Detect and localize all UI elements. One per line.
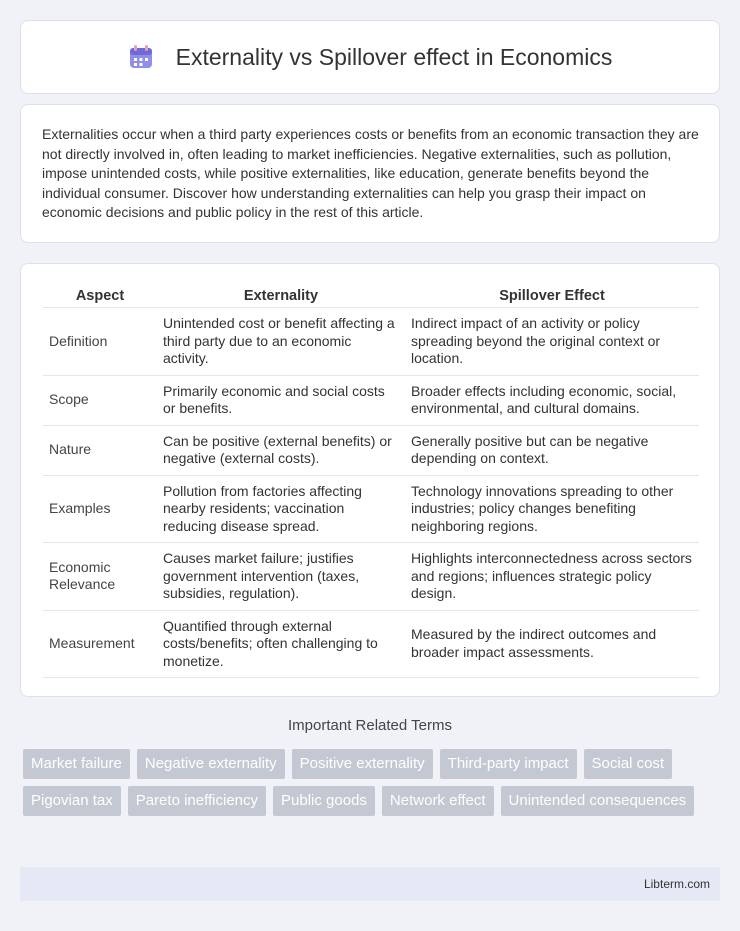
table-row [43,543,699,611]
cell-aspect: Scope [43,376,157,426]
tag-social-cost[interactable]: Social cost [584,749,673,779]
cell-aspect: Nature [43,426,157,476]
related-tags [23,749,723,823]
cell-aspect: Measurement [43,611,157,679]
header-spillover: Spillover Effect [405,286,699,308]
cell-spillover: Indirect impact of an activity or policy spreading beyond the original context or location. [405,308,699,376]
table-row [43,308,699,376]
cell-aspect: Examples [43,476,157,544]
cell-spillover: Highlights interconnectedness across sectors and regions; influences strategic policy design. [405,543,699,611]
cell-externality: Can be positive (external benefits) or negative (external costs). [157,426,405,476]
tag-negative-externality[interactable]: Negative externality [137,749,285,779]
tag-unintended-consequences[interactable]: Unintended consequences [501,786,695,816]
header-externality: Externality [157,286,405,308]
intro-text: Externalities occur when a third party experiences costs or benefits from an economic transaction they are not directly involved in, often leading to market inefficiencies. Negative externalities, such as pollution, impose unintended costs, while positive externalities, like education, generate benefits beyond the individual consumer. Discover how understanding externalities can help you grasp their impact on economic decisions and public policy in the rest of this article. [42,126,699,220]
cell-spillover: Technology innovations spreading to other industries; policy changes benefiting neighboring regions. [405,476,699,544]
table-row [43,426,699,476]
comparison-table [43,286,699,678]
page-title: Externality vs Spillover effect in Economics [175,43,613,70]
cell-externality: Unintended cost or benefit affecting a third party due to an economic activity. [157,308,405,376]
intro-card [20,104,720,243]
header-card [20,20,720,94]
tag-market-failure[interactable]: Market failure [23,749,130,779]
cell-spillover: Broader effects including economic, social, environmental, and cultural domains. [405,376,699,426]
related-terms-title: Important Related Terms [288,717,452,734]
comparison-card [20,263,720,697]
cell-spillover: Generally positive but can be negative depending on context. [405,426,699,476]
table-row [43,376,699,426]
cell-externality: Causes market failure; justifies government intervention (taxes, subsidies, regulation). [157,543,405,611]
cell-externality: Quantified through external costs/benefits; often challenging to monetize. [157,611,405,679]
tag-pigovian-tax[interactable]: Pigovian tax [23,786,121,816]
cell-externality: Primarily economic and social costs or benefits. [157,376,405,426]
cell-aspect: Definition [43,308,157,376]
tag-public-goods[interactable]: Public goods [273,786,375,816]
footer-site-link[interactable]: Libterm.com [643,877,710,891]
tag-network-effect[interactable]: Network effect [382,786,494,816]
cell-spillover: Measured by the indirect outcomes and broader impact assessments. [405,611,699,679]
cell-externality: Pollution from factories affecting nearby residents; vaccination reducing disease spread. [157,476,405,544]
tag-third-party-impact[interactable]: Third-party impact [440,749,577,779]
cell-aspect: Economic Relevance [43,543,157,611]
table-row [43,611,699,679]
table-row [43,476,699,544]
tag-positive-externality[interactable]: Positive externality [292,749,433,779]
footer [20,867,720,901]
calendar-icon [128,44,154,70]
tag-pareto-inefficiency[interactable]: Pareto inefficiency [128,786,266,816]
table-header-row [43,286,699,308]
header-aspect: Aspect [43,286,157,308]
